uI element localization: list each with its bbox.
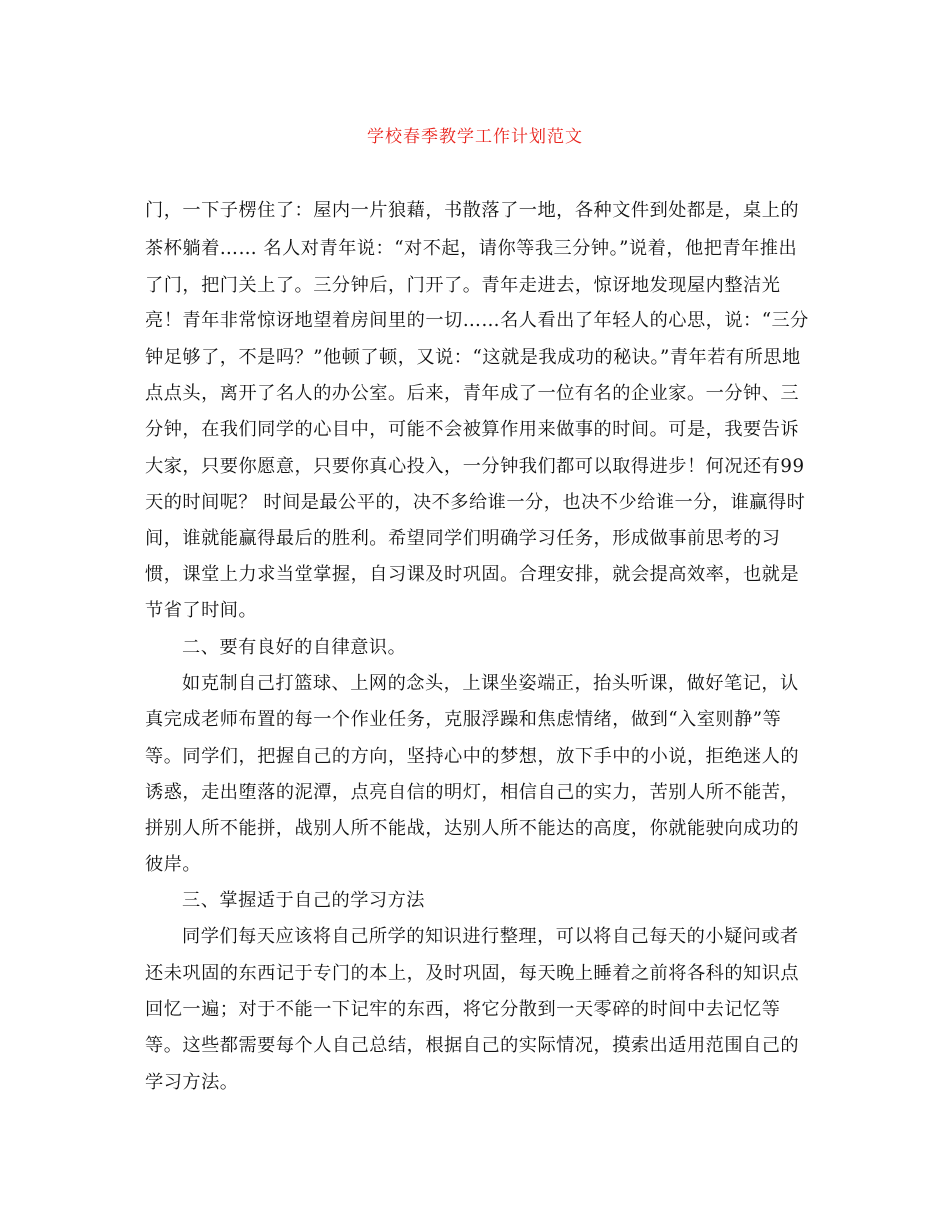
text-line: 彼岸。	[145, 854, 202, 875]
text-line: 惯，课堂上力求当堂掌握，自习课及时巩固。合理安排，就会提高效率，也就是	[145, 564, 800, 585]
text-line: 回忆一遍；对于不能一下记牢的东西，将它分散到一天零碎的时间中去记忆等	[145, 999, 781, 1020]
text-line: 诱惑，走出堕落的泥潭，点亮自信的明灯，相信自己的实力，苦别人所不能苦，	[145, 782, 800, 803]
text-line: 等。同学们，把握自己的方向，坚持心中的梦想，放下手中的小说，拒绝迷人的	[145, 746, 800, 767]
text-line: 等。这些都需要每个人自己总结，根据自己的实际情况，摸索出适用范围自己的	[145, 1035, 800, 1056]
text-line: 点点头，离开了名人的办公室。后来，青年成了一位有名的企业家。一分钟、三	[145, 383, 800, 404]
text-line: 学习方法。	[145, 1072, 239, 1093]
text-line: 大家，只要你愿意，只要你真心投入，一分钟我们都可以取得进步！何况还有99	[145, 456, 805, 477]
text-line: 门，一下子楞住了：屋内一片狼藉，书散落了一地，各种文件到处都是，桌上的	[145, 200, 800, 221]
text-line: 分钟，在我们同学的心目中，可能不会被算作用来做事的时间。可是，我要告诉	[145, 419, 800, 440]
text-line: 天的时间呢？ 时间是最公平的，决不多给谁一分，也决不少给谁一分，谁赢得时	[145, 492, 806, 513]
section-heading: 三、掌握适于自己的学习方法	[182, 890, 425, 911]
text-line: 节省了时间。	[145, 600, 258, 621]
paragraph-first-line: 如克制自己打篮球、上网的念头，上课坐姿端正，抬头听课，做好笔记，认	[182, 673, 799, 694]
text-line: 了门，把门关上了。三分钟后，门开了。青年走进去，惊讶地发现屋内整洁光	[145, 275, 781, 296]
section-heading: 二、要有良好的自律意识。	[182, 637, 407, 658]
text-line: 还未巩固的东西记于专门的本上，及时巩固，每天晚上睡着之前将各科的知识点	[145, 963, 800, 984]
text-line: 钟足够了，不是吗？”他顿了顿，又说：“这就是我成功的秘诀。”青年若有所思地	[145, 347, 801, 368]
text-line: 茶杯躺着…… 名人对青年说：“对不起，请你等我三分钟。”说着，他把青年推出	[145, 238, 798, 259]
paragraph-first-line: 同学们每天应该将自己所学的知识进行整理，可以将自己每天的小疑问或者	[182, 926, 799, 947]
text-line: 间，谁就能赢得最后的胜利。希望同学们明确学习任务，形成做事前思考的习	[145, 528, 781, 549]
text-line: 拼别人所不能拼，战别人所不能战，达别人所不能达的高度，你就能驶向成功的	[145, 818, 800, 839]
text-line: 亮！青年非常惊讶地望着房间里的一切……名人看出了年轻人的心思，说：“三分	[145, 310, 809, 331]
document-title: 学校春季教学工作计划范文	[367, 127, 583, 147]
text-line: 真完成老师布置的每一个作业任务，克服浮躁和焦虑情绪，做到“入室则静”等	[145, 709, 782, 730]
